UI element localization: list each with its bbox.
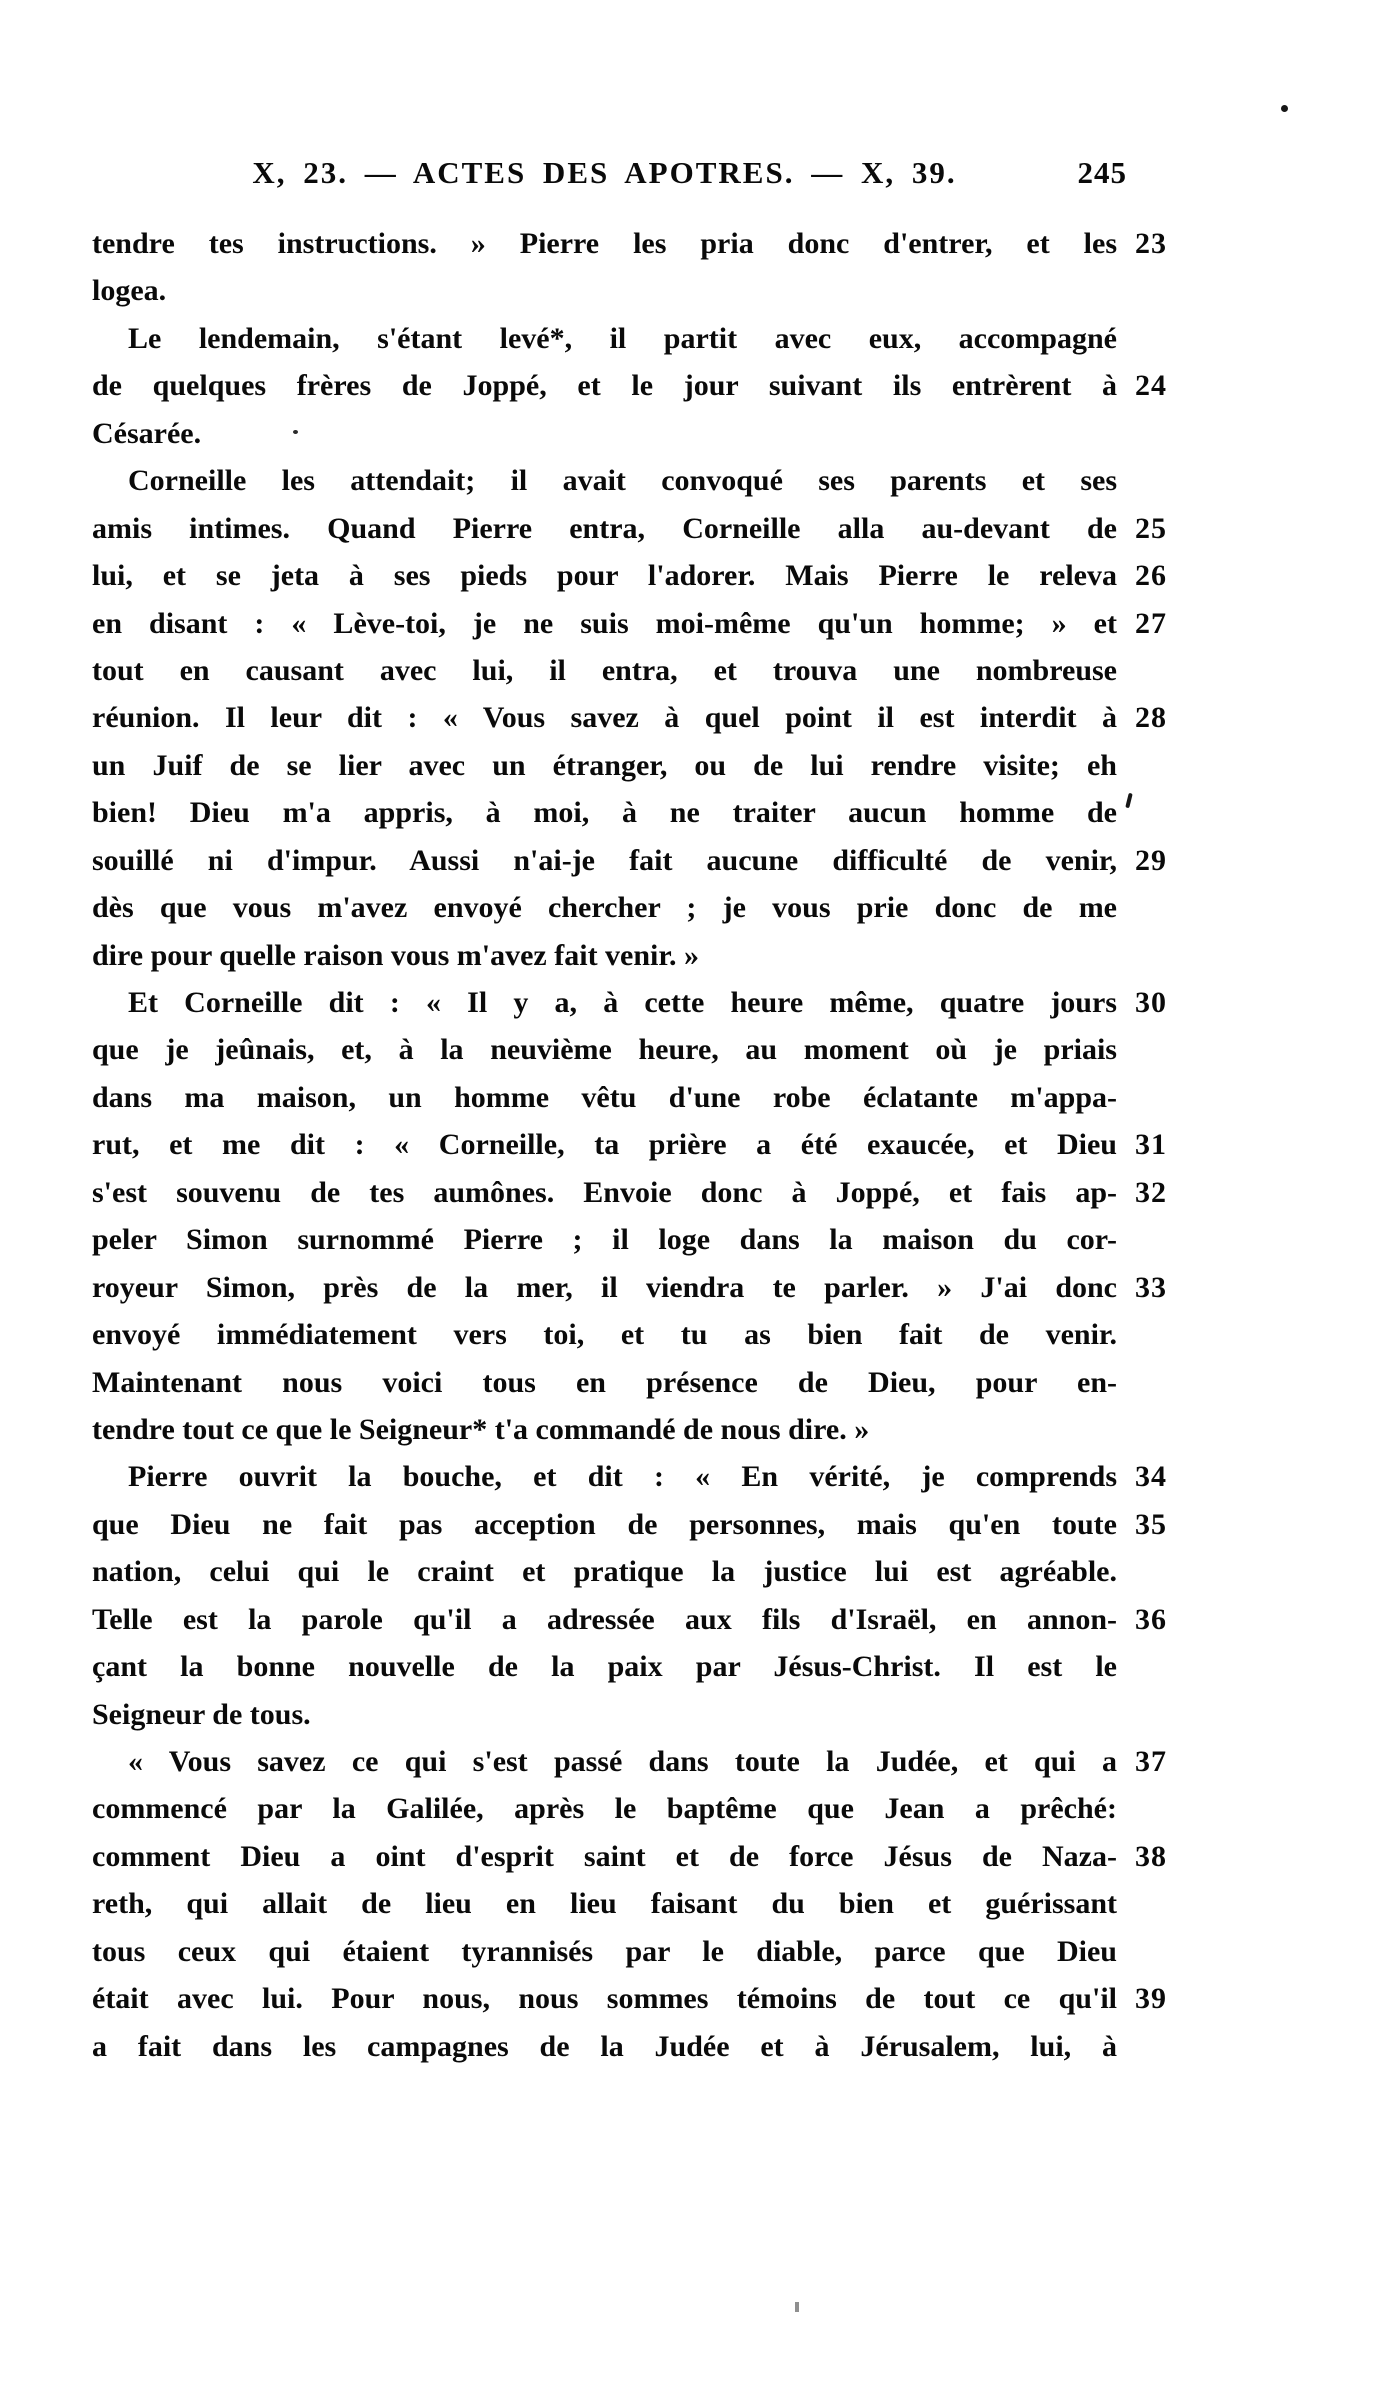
verse-number: 39: [1135, 1982, 1167, 2016]
line-text: çant la bonne nouvelle de la paix par Jésus-Christ. Il est le: [92, 1650, 1117, 1684]
line-text: bien! Dieu m'a appris, à moi, à ne traiter aucun homme de: [92, 796, 1117, 830]
text-line: [92, 410, 1117, 457]
text-line: [92, 789, 1117, 836]
text-line: [92, 932, 1117, 979]
text-line: [92, 1169, 1167, 1216]
line-text: amis intimes. Quand Pierre entra, Corneille alla au-devant de: [92, 511, 1117, 545]
text-line: [92, 884, 1117, 931]
text-line: [92, 1121, 1167, 1168]
line-text: a fait dans les campagnes de la Judée et à Jérusalem, lui, à: [92, 2029, 1117, 2063]
line-text: logea.: [92, 274, 167, 308]
text-line: [92, 1738, 1167, 1785]
verse-number: 30: [1135, 986, 1167, 1019]
text-line: [92, 1928, 1117, 1975]
line-text: Pierre ouvrit la bouche, et dit : « En vérité, je comprends: [128, 1460, 1117, 1494]
text-line: [92, 505, 1167, 552]
line-text: tout en causant avec lui, il entra, et trouva une nombreuse: [92, 653, 1117, 687]
text-line: [92, 267, 1117, 314]
text-line: [92, 1643, 1117, 1690]
text-line: [92, 1833, 1167, 1880]
line-text: lui, et se jeta à ses pieds pour l'adorer. Mais Pierre le releva: [92, 559, 1117, 593]
verse-number: 27: [1135, 606, 1167, 640]
line-text: Césarée.: [92, 416, 202, 450]
line-text: dans ma maison, un homme vêtu d'une robe éclatante m'appa-: [92, 1080, 1117, 1114]
verse-number: 24: [1135, 369, 1167, 403]
verse-number: 28: [1135, 701, 1167, 735]
scan-speck: [1281, 105, 1288, 112]
line-text: Et Corneille dit : « Il y a, à cette heure même, quatre jours: [128, 986, 1117, 1019]
line-text: en disant : « Lève-toi, je ne suis moi-même qu'un homme; » et: [92, 606, 1117, 640]
text-line: [92, 1453, 1167, 1500]
scan-speck: [293, 430, 298, 434]
line-text: un Juif de se lier avec un étranger, ou de lui rendre visite; eh: [92, 748, 1117, 782]
line-text: « Vous savez ce qui s'est passé dans toute la Judée, et qui a: [128, 1745, 1117, 1778]
verse-number: 23: [1135, 227, 1167, 260]
text-line: [92, 1311, 1117, 1358]
line-text: peler Simon surnommé Pierre ; il loge dans la maison du cor-: [92, 1223, 1117, 1257]
line-text: de quelques frères de Joppé, et le jour suivant ils entrèrent à: [92, 369, 1117, 403]
text-line: [92, 1785, 1117, 1832]
text-line: [92, 979, 1167, 1026]
text-line: [92, 1406, 1117, 1453]
scan-speck: [795, 2302, 799, 2312]
text-line: [92, 1975, 1167, 2022]
line-text: rut, et me dit : « Corneille, ta prière a été exaucée, et Dieu: [92, 1128, 1117, 1162]
verse-number: 33: [1135, 1270, 1167, 1304]
line-text: que Dieu ne fait pas acception de personnes, mais qu'en toute: [92, 1507, 1117, 1541]
text-line: [92, 837, 1167, 884]
verse-number: 34: [1135, 1460, 1167, 1494]
line-text: tendre tes instructions. » Pierre les pria donc d'entrer, et les: [92, 227, 1117, 260]
text-line: [92, 315, 1117, 362]
verse-number: 31: [1135, 1128, 1167, 1162]
line-text: tendre tout ce que le Seigneur* t'a commandé de nous dire. »: [92, 1412, 870, 1446]
text-line: [92, 552, 1167, 599]
verse-number: 36: [1135, 1602, 1167, 1636]
line-text: Seigneur de tous.: [92, 1697, 311, 1731]
text-line: [92, 1026, 1117, 1073]
text-line: [92, 1880, 1117, 1927]
line-text: dès que vous m'avez envoyé chercher ; je vous prie donc de me: [92, 891, 1117, 925]
verse-number: 26: [1135, 559, 1167, 593]
line-text: reth, qui allait de lieu en lieu faisant du bien et guérissant: [92, 1887, 1117, 1921]
verse-number: 37: [1135, 1745, 1167, 1778]
header-reference: X, 23. — ACTES DES APOTRES. — X, 39.: [252, 155, 957, 190]
text-line: [92, 2023, 1117, 2070]
text-line: [92, 1691, 1117, 1738]
verse-number: 32: [1135, 1175, 1167, 1209]
text-line: [92, 1264, 1167, 1311]
line-text: s'est souvenu de tes aumônes. Envoie donc à Joppé, et fais ap-: [92, 1175, 1117, 1209]
text-line: [92, 362, 1167, 409]
line-text: nation, celui qui le craint et pratique la justice lui est agréable.: [92, 1555, 1117, 1589]
text-line: [92, 600, 1167, 647]
page-number: 245: [1077, 155, 1127, 190]
text-line: [92, 220, 1167, 267]
text-line: [92, 1074, 1117, 1121]
text-line: [92, 1359, 1117, 1406]
line-text: tous ceux qui étaient tyrannisés par le diable, parce que Dieu: [92, 1934, 1117, 1968]
verse-number: 35: [1135, 1507, 1167, 1541]
verse-number: 25: [1135, 511, 1167, 545]
line-text: souillé ni d'impur. Aussi n'ai-je fait aucune difficulté de venir,: [92, 843, 1117, 877]
line-text: était avec lui. Pour nous, nous sommes témoins de tout ce qu'il: [92, 1982, 1117, 2016]
line-text: royeur Simon, près de la mer, il viendra te parler. » J'ai donc: [92, 1270, 1117, 1304]
text-line: [92, 647, 1117, 694]
line-text: que je jeûnais, et, à la neuvième heure, au moment où je priais: [92, 1033, 1117, 1067]
line-text: Corneille les attendait; il avait convoqué ses parents et ses: [128, 464, 1117, 498]
text-line: [92, 1548, 1117, 1595]
line-text: dire pour quelle raison vous m'avez fait venir. »: [92, 938, 699, 972]
verse-number: 38: [1135, 1839, 1167, 1873]
text-line: [92, 457, 1117, 504]
text-line: [92, 1596, 1167, 1643]
line-text: Telle est la parole qu'il a adressée aux fils d'Israël, en annon-: [92, 1602, 1117, 1636]
line-text: envoyé immédiatement vers toi, et tu as bien fait de venir.: [92, 1318, 1117, 1352]
line-text: commencé par la Galilée, après le baptême que Jean a prêché:: [92, 1792, 1117, 1826]
running-header: [92, 151, 1127, 195]
text-block: [92, 220, 1167, 2070]
text-line: [92, 1216, 1117, 1263]
line-text: Maintenant nous voici tous en présence de Dieu, pour en-: [92, 1365, 1117, 1399]
text-line: [92, 742, 1117, 789]
text-line: [92, 694, 1167, 741]
text-line: [92, 1501, 1167, 1548]
line-text: comment Dieu a oint d'esprit saint et de force Jésus de Naza-: [92, 1839, 1117, 1873]
line-text: Le lendemain, s'étant levé*, il partit avec eux, accompagné: [128, 321, 1117, 355]
verse-number: 29: [1135, 843, 1167, 877]
scan-speck: [1125, 793, 1133, 809]
line-text: réunion. Il leur dit : « Vous savez à quel point il est interdit à: [92, 701, 1117, 735]
